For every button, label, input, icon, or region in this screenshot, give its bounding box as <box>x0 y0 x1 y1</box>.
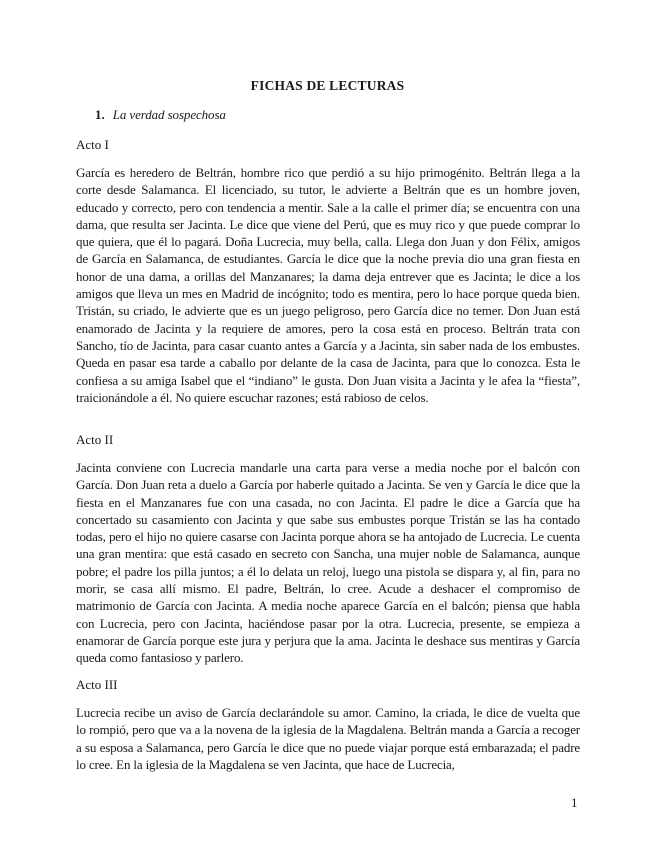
act-2-summary: Jacinta conviene con Lucrecia mandarle una carta para verse a media noche por el balcón con García. Don Juan reta a duelo a García por haberle quitado a Jacinta. Se ven y García le dice que la fiesta en el Manzanares fue con una casada, no con Jacinta. El padre le dice a García que ha concertado su casamiento con Jacinta y que sabe sus embustes porque Tristán se las ha contado todas, pero el hijo no quiere casarse con Jacinta porque ahora se ha antojado de Lucrecia. Le cuenta una gran mentira: que está casado en secreto con Sancha, una mujer noble de Salamanca, aunque pobre; el padre los pilla juntos; a él lo delata un reloj, luego una pistola se dispara y, al fin, para no morir, se casa allí mismo. El padre, Beltrán, lo cree. Acude a deshacer el compromiso de matrimonio de García con Jacinta. A media noche aparece García en el balcón; piensa que habla con Lucrecia, pero con Jacinta, haciéndose pasar por la otra. Lucrecia, presente, se empieza a enamorar de García porque este jura y perjura que la ama. Jacinta le deshace sus mentiras y García queda como fantasioso y parlero. <box>76 460 580 666</box>
section-title: La verdad sospechosa <box>112 107 226 122</box>
act-3-heading: Acto III <box>76 677 118 692</box>
act-3-summary: Lucrecia recibe un aviso de García declarándole su amor. Camino, la criada, le dice de vuelta que lo rompió, pero que va a la novena de la iglesia de la Magdalena. Beltrán manda a García a recoger a su esposa a Salamanca, pero García le dice que no puede viajar porque está embarazada; el padre lo cree. En la iglesia de la Magdalena se ven Jacinta, que hace de Lucrecia, <box>76 705 580 772</box>
act-1-heading: Acto I <box>76 137 109 152</box>
act-2-heading: Acto II <box>76 432 114 447</box>
section-heading <box>95 107 226 123</box>
page-number: 1 <box>571 795 578 810</box>
act-1-summary: García es heredero de Beltrán, hombre rico que perdió a su hijo primogénito. Beltrán llega a la corte desde Salamanca. El licenciado, su tutor, le advierte a Beltrán que es un hombre joven, educado y correcto, pero con tendencia a mentir. Sale a la calle el primer día; se encuentra con una dama, que resulta ser Jacinta. Le dice que viene del Perú, que es muy rico y que puede comprar lo que quiera, que él lo pagará. Doña Lucrecia, muy bella, calla. Llega don Juan y don Félix, amigos de García en Salamanca, de estudiantes. García le dice que la noche previa dio una gran fiesta en honor de una dama, a orillas del Manzanares; la dama deja entrever que es Jacinta; le dice a los amigos que lleva un mes en Madrid de incógnito; todo es mentira, pero lo hace porque queda bien. Tristán, su criado, le advierte que es un juego peligroso, pero García dice no temer. Don Juan está enamorado de Jacinta y la requiere de amores, pero la cosa está en proceso. Beltrán trata con Sancho, tío de Jacinta, para casar cuanto antes a García y a Jacinta, sin saber nada de los embustes. Queda en pasar esa tarde a caballo por delante de la casa de Jacinta, para que lo conozca. Esta le confiesa a su amiga Isabel que el “indiano” le gusta. Don Juan visita a Jacinta y le afea la “fiesta”, traicionándole a él. No quiere escuchar razones; está rabioso de celos. <box>76 165 580 405</box>
section-number: 1. <box>95 107 105 122</box>
document-title: FICHAS DE LECTURAS <box>250 78 405 93</box>
